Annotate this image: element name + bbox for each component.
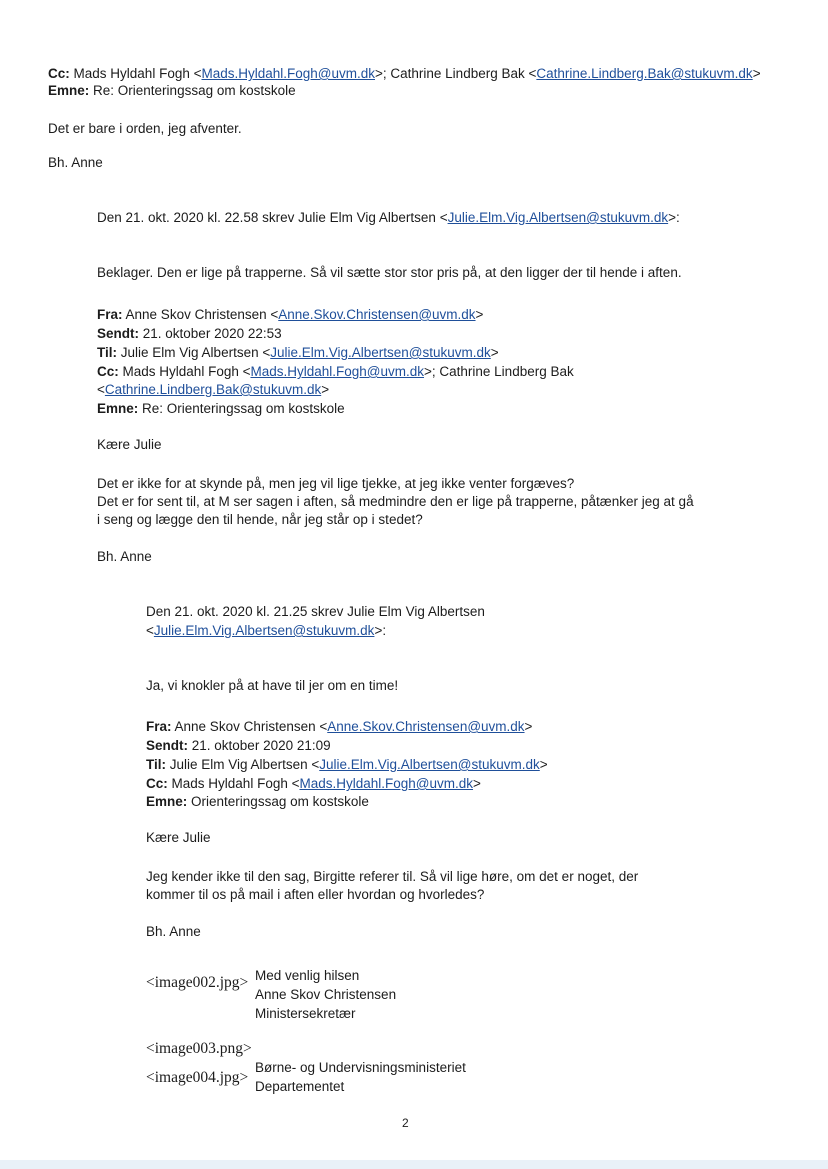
subject-text: Orienteringssag om kostskole [191, 794, 369, 809]
from-line [146, 718, 532, 735]
quote-intro-end: >: [374, 623, 387, 638]
sent-label: Sendt: [97, 326, 139, 341]
quote-body: Ja, vi knokler på at have til jer om en time! [146, 678, 399, 693]
email-link[interactable]: Julie.Elm.Vig.Albertsen@stukuvm.dk [447, 210, 669, 225]
sent-line [146, 737, 331, 754]
cc-end: > [473, 776, 481, 791]
to-name: Julie Elm Vig Albertsen < [169, 757, 320, 772]
message-body: Det er bare i orden, jeg afventer. [48, 121, 242, 136]
greeting: Kære Julie [97, 437, 162, 452]
cc-name: Mads Hyldahl Fogh < [122, 364, 251, 379]
cc-name: Mads Hyldahl Fogh < [73, 66, 202, 81]
to-line [97, 344, 499, 361]
cc-end: > [752, 66, 761, 81]
quote-intro-text: Den 21. okt. 2020 kl. 22.58 skrev Julie Elm Vig Albertsen < [97, 210, 448, 225]
from-end: > [475, 307, 484, 322]
quote-intro [97, 209, 680, 226]
email-link[interactable]: Mads.Hyldahl.Fogh@uvm.dk [201, 66, 376, 81]
email-link[interactable]: Mads.Hyldahl.Fogh@uvm.dk [250, 364, 425, 379]
cc-line [146, 775, 481, 792]
cc-separator: >; Cathrine Lindberg Bak [424, 364, 574, 379]
subject-label: Emne: [146, 794, 188, 809]
message-sign: Bh. Anne [48, 155, 103, 170]
cc-separator: >; Cathrine Lindberg Bak < [375, 66, 537, 81]
subject-line [97, 400, 345, 417]
sent-line [97, 325, 282, 342]
cc-name: Mads Hyldahl Fogh < [171, 776, 300, 791]
to-line [146, 756, 548, 773]
cc-label: Cc: [48, 66, 70, 81]
image-placeholder: <image003.png> [146, 1040, 252, 1057]
email-link[interactable]: Mads.Hyldahl.Fogh@uvm.dk [299, 776, 474, 791]
subject-text: Re: Orienteringssag om kostskole [93, 83, 296, 98]
body-line: kommer til os på mail i aften eller hvordan og hvorledes? [146, 887, 485, 902]
body-line: i seng og lægge den til hende, når jeg står op i stedet? [97, 512, 423, 527]
cc-open: < [97, 382, 105, 397]
quote-intro-email-line [146, 622, 386, 639]
scan-edge [0, 1160, 828, 1169]
message-sign: Bh. Anne [146, 924, 201, 939]
from-name: Anne Skov Christensen < [125, 307, 279, 322]
cc-line [97, 363, 574, 380]
greeting: Kære Julie [146, 830, 211, 845]
quote-open: < [146, 623, 154, 638]
subject-label: Emne: [48, 83, 90, 98]
to-label: Til: [97, 345, 117, 360]
from-end: > [524, 719, 533, 734]
quote-body: Beklager. Den er lige på trapperne. Så vil sætte stor stor pris på, at den ligger der til hende i aften. [97, 265, 682, 280]
to-end: > [490, 345, 499, 360]
cc-label: Cc: [97, 364, 119, 379]
body-line: Det er ikke for at skynde på, men jeg vil lige tjekke, at jeg ikke venter forgæves? [97, 476, 575, 491]
signature-name: Anne Skov Christensen [255, 987, 397, 1002]
email-link[interactable]: Julie.Elm.Vig.Albertsen@stukuvm.dk [153, 623, 375, 638]
email-link[interactable]: Cathrine.Lindberg.Bak@stukuvm.dk [104, 382, 322, 397]
signature-org: Børne- og Undervisningsministeriet [255, 1060, 466, 1075]
subject-line [48, 82, 296, 99]
subject-label: Emne: [97, 401, 139, 416]
from-label: Fra: [97, 307, 123, 322]
quote-intro: Den 21. okt. 2020 kl. 21.25 skrev Julie Elm Vig Albertsen [146, 604, 485, 619]
signature-greeting: Med venlig hilsen [255, 968, 360, 983]
to-name: Julie Elm Vig Albertsen < [120, 345, 271, 360]
signature-dept: Departementet [255, 1079, 345, 1094]
from-line [97, 306, 483, 323]
quote-intro-end: >: [668, 210, 680, 225]
from-name: Anne Skov Christensen < [174, 719, 328, 734]
body-line: Det er for sent til, at M ser sagen i aften, så medmindre den er lige på trapperne, påtænker jeg at gå [97, 494, 694, 509]
signature-title: Ministersekretær [255, 1006, 356, 1021]
email-link[interactable]: Anne.Skov.Christensen@uvm.dk [278, 307, 476, 322]
image-placeholder: <image004.jpg> [146, 1069, 249, 1086]
from-label: Fra: [146, 719, 172, 734]
email-link[interactable]: Anne.Skov.Christensen@uvm.dk [327, 719, 525, 734]
subject-line [146, 793, 369, 810]
to-end: > [539, 757, 548, 772]
sent-date: 21. oktober 2020 22:53 [142, 326, 282, 341]
cc-line [48, 65, 761, 82]
email-link[interactable]: Julie.Elm.Vig.Albertsen@stukuvm.dk [319, 757, 540, 772]
message-sign: Bh. Anne [97, 549, 152, 564]
cc-line-continued [97, 381, 329, 398]
subject-text: Re: Orienteringssag om kostskole [142, 401, 345, 416]
cc-label: Cc: [146, 776, 168, 791]
cc-end: > [321, 382, 330, 397]
sent-date: 21. oktober 2020 21:09 [191, 738, 331, 753]
email-link[interactable]: Julie.Elm.Vig.Albertsen@stukuvm.dk [270, 345, 491, 360]
page-number: 2 [402, 1116, 409, 1130]
to-label: Til: [146, 757, 166, 772]
image-placeholder: <image002.jpg> [146, 974, 249, 991]
email-link[interactable]: Cathrine.Lindberg.Bak@stukuvm.dk [536, 66, 753, 81]
body-line: Jeg kender ikke til den sag, Birgitte referer til. Så vil lige høre, om det er noget, der [146, 869, 639, 884]
sent-label: Sendt: [146, 738, 188, 753]
